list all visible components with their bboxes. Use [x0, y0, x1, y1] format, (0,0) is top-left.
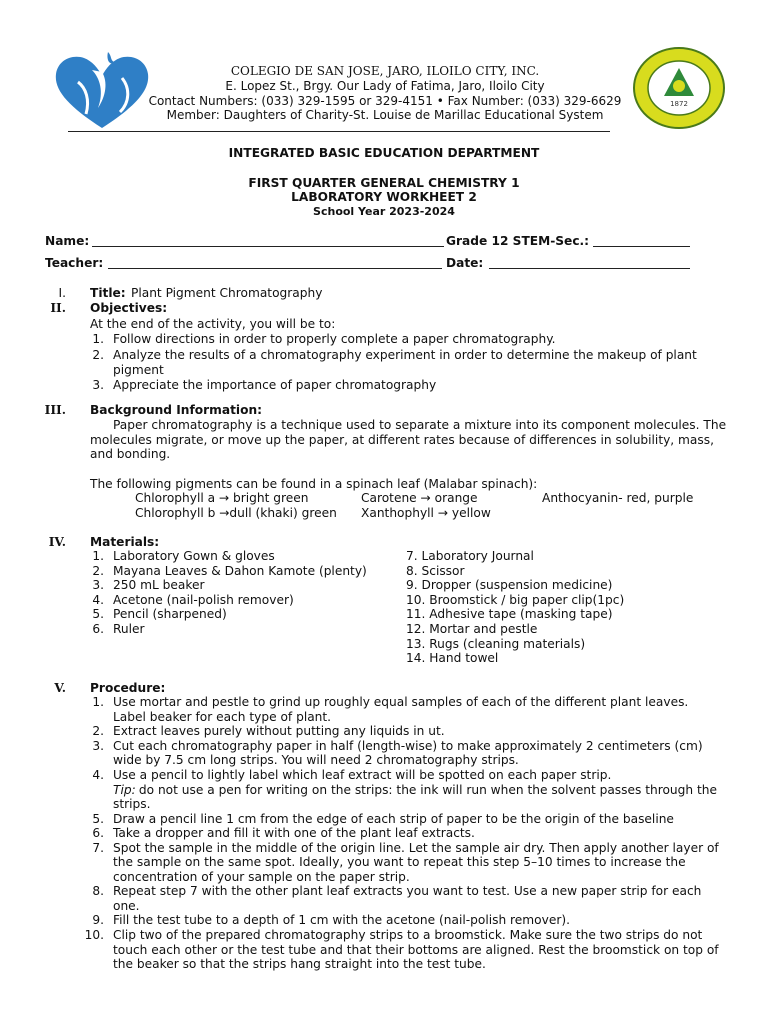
- school-year: School Year 2023-2024: [313, 205, 455, 218]
- procedure-number: 9.: [92, 913, 104, 927]
- section-5-label: Procedure:: [90, 681, 166, 695]
- material-item: Laboratory Gown & gloves: [113, 549, 275, 563]
- procedure-step-continued: Label beaker for each type of plant.: [113, 710, 332, 724]
- worksheet-title: FIRST QUARTER GENERAL CHEMISTRY 1: [248, 176, 520, 190]
- section-1-label: Title:: [90, 286, 126, 300]
- objective-item-continued: pigment: [113, 363, 164, 377]
- procedure-step: Fill the test tube to a depth of 1 cm with the acetone (nail-polish remover).: [113, 913, 570, 927]
- procedure-tip-label: Tip:: [113, 783, 136, 797]
- svg-text:1872: 1872: [670, 100, 688, 108]
- objective-item: Follow directions in order to properly complete a paper chromatography.: [113, 332, 556, 346]
- procedure-step: Use a pencil to lightly label which leaf extract will be spotted on each paper strip.: [113, 768, 612, 782]
- objective-number: 2.: [92, 348, 104, 362]
- procedure-step-continued: wide by 7.5 cm long strips. You will need 2 chromatography strips.: [113, 753, 519, 767]
- material-item: 14. Hand towel: [406, 651, 499, 665]
- material-number: 1.: [92, 549, 104, 563]
- section-3-number: III.: [44, 403, 66, 417]
- background-paragraph: Paper chromatography is a technique used to separate a mixture into its component molecules. The: [113, 418, 727, 432]
- section-2-number: II.: [50, 301, 66, 315]
- procedure-step-continued: touch each other or the test tube and that their bottoms are aligned. Rest the broomstick on top of: [113, 943, 719, 957]
- procedure-number: 4.: [92, 768, 104, 782]
- procedure-tip-text: do not use a pen for writing on the strips: the ink will run when the solvent passes through the: [135, 783, 717, 797]
- pigment-item: Chlorophyll b →dull (khaki) green: [135, 506, 337, 520]
- background-paragraph: molecules migrate, or move up the paper, at different rates because of differences in solubility, mass,: [90, 433, 714, 447]
- school-address: E. Lopez St., Brgy. Our Lady of Fatima, Jaro, Iloilo City: [225, 79, 545, 93]
- procedure-step: Extract leaves purely without putting any liquids in ut.: [113, 724, 445, 738]
- material-item: Pencil (sharpened): [113, 607, 227, 621]
- procedure-number: 7.: [92, 841, 104, 855]
- background-paragraph: and bonding.: [90, 447, 171, 461]
- objective-number: 1.: [92, 332, 104, 346]
- procedure-number: 6.: [92, 826, 104, 840]
- worksheet-subtitle: LABORATORY WORKHEET 2: [291, 190, 477, 204]
- objective-number: 3.: [92, 378, 104, 392]
- procedure-step: Use mortar and pestle to grind up roughly equal samples of each of the different plant leaves.: [113, 695, 689, 709]
- pigment-item: Chlorophyll a → bright green: [135, 491, 309, 505]
- procedure-number: 5.: [92, 812, 104, 826]
- header-divider: [68, 131, 610, 132]
- material-number: 6.: [92, 622, 104, 636]
- pigment-item: Anthocyanin- red, purple: [542, 491, 694, 505]
- material-item: 250 mL beaker: [113, 578, 205, 592]
- objective-item: Appreciate the importance of paper chromatography: [113, 378, 437, 392]
- pigment-item: Xanthophyll → yellow: [361, 506, 491, 520]
- school-contact: Contact Numbers: (033) 329-1595 or 329-4151 • Fax Number: (033) 329-6629: [148, 94, 622, 108]
- section-1-number: I.: [58, 286, 66, 300]
- procedure-step: Repeat step 7 with the other plant leaf extracts you want to test. Use a new paper strip for each: [113, 884, 702, 898]
- pigments-intro: The following pigments can be found in a spinach leaf (Malabar spinach):: [90, 477, 538, 491]
- procedure-number: 1.: [92, 695, 104, 709]
- department-title: INTEGRATED BASIC EDUCATION DEPARTMENT: [228, 146, 540, 160]
- material-item: Acetone (nail-polish remover): [113, 593, 294, 607]
- material-item: 10. Broomstick / big paper clip(1pc): [406, 593, 625, 607]
- grade-field-line[interactable]: [593, 246, 690, 247]
- material-item: 11. Adhesive tape (masking tape): [406, 607, 613, 621]
- material-item: 7. Laboratory Journal: [406, 549, 534, 563]
- material-item: 13. Rugs (cleaning materials): [406, 637, 586, 651]
- objective-item: Analyze the results of a chromatography experiment in order to determine the makeup of plant: [113, 348, 697, 362]
- date-label: Date:: [446, 256, 484, 270]
- teacher-label: Teacher:: [45, 256, 104, 270]
- procedure-number: 2.: [92, 724, 104, 738]
- procedure-step-continued: the sample on the same spot. Ideally, you want to repeat this step 5–10 times to increase the: [113, 855, 686, 869]
- date-field-line[interactable]: [489, 268, 690, 269]
- procedure-number: 8.: [92, 884, 104, 898]
- material-item: 8. Scissor: [406, 564, 465, 578]
- material-number: 2.: [92, 564, 104, 578]
- section-3-label: Background Information:: [90, 403, 263, 417]
- name-label: Name:: [45, 234, 90, 248]
- material-item: 12. Mortar and pestle: [406, 622, 538, 636]
- pigment-item: Carotene → orange: [361, 491, 478, 505]
- procedure-step: Cut each chromatography paper in half (length-wise) to make approximately 2 centimeters (cm): [113, 739, 703, 753]
- procedure-step: Clip two of the prepared chromatography strips to a broomstick. Make sure the two strips do not: [113, 928, 703, 942]
- material-item: Ruler: [113, 622, 145, 636]
- material-number: 3.: [92, 578, 104, 592]
- section-2-label: Objectives:: [90, 301, 168, 315]
- procedure-step: Take a dropper and fill it with one of the plant leaf extracts.: [113, 826, 475, 840]
- section-4-number: IV.: [48, 535, 66, 549]
- section-1-text: Plant Pigment Chromatography: [131, 286, 323, 300]
- school-member: Member: Daughters of Charity-St. Louise de Marillac Educational System: [166, 108, 604, 122]
- procedure-number: 3.: [92, 739, 104, 753]
- objectives-intro: At the end of the activity, you will be to:: [90, 317, 336, 331]
- school-name: COLEGIO DE SAN JOSE, JARO, ILOILO CITY, INC.: [230, 64, 540, 78]
- procedure-step-continued: concentration of your sample on the paper strip.: [113, 870, 410, 884]
- procedure-step: Spot the sample in the middle of the origin line. Let the sample air dry. Then apply another layer of: [113, 841, 719, 855]
- procedure-step-continued: one.: [113, 899, 140, 913]
- material-item: 9. Dropper (suspension medicine): [406, 578, 613, 592]
- procedure-step: Draw a pencil line 1 cm from the edge of each strip of paper to be the origin of the baseline: [113, 812, 674, 826]
- section-5-number: V.: [54, 681, 66, 695]
- material-number: 5.: [92, 607, 104, 621]
- procedure-step-continued: strips.: [113, 797, 151, 811]
- material-number: 4.: [92, 593, 104, 607]
- procedure-step-continued: the beaker so that the strips hang straight into the test tube.: [113, 957, 486, 971]
- procedure-number: 10.: [84, 928, 104, 942]
- section-4-label: Materials:: [90, 535, 160, 549]
- name-field-line[interactable]: [92, 246, 444, 247]
- material-item: Mayana Leaves & Dahon Kamote (plenty): [113, 564, 367, 578]
- teacher-field-line[interactable]: [108, 268, 442, 269]
- grade-label: Grade 12 STEM-Sec.:: [446, 234, 590, 248]
